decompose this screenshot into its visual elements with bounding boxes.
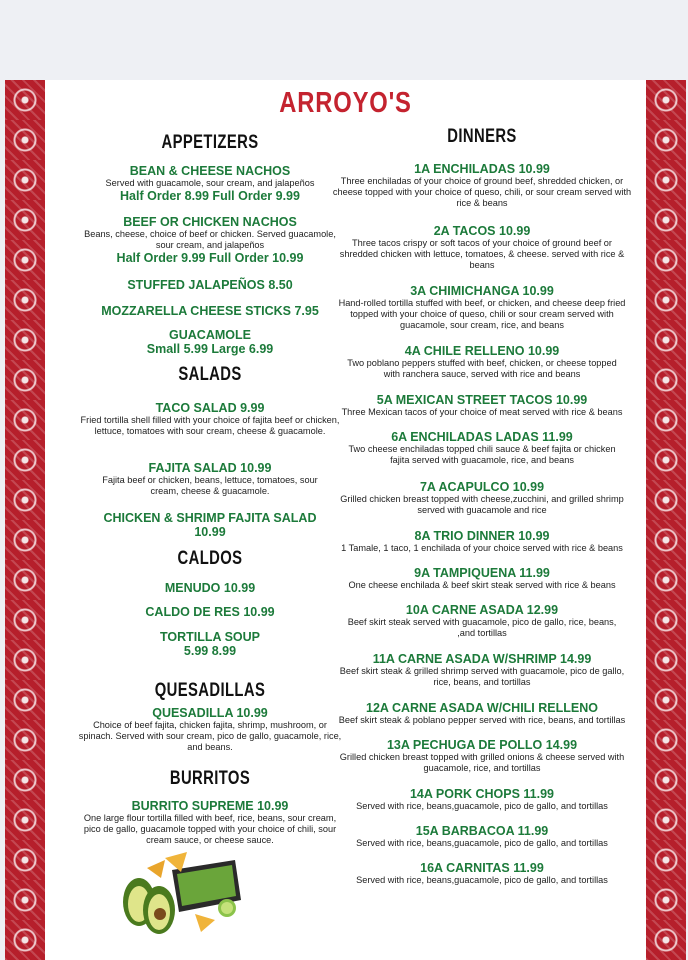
item-description: Beef skirt steak served with guacamole, pico de gallo, rice, beans, ,and tortillas <box>347 617 617 638</box>
tortilla-chip <box>147 860 165 878</box>
menu-item <box>327 224 637 271</box>
item-description: Beans, cheese, choice of beef or chicken. Served guacamole, sour cream, and jalapeños <box>84 229 336 250</box>
item-name: TACO SALAD 9.99 <box>155 401 265 415</box>
menu-item <box>327 480 637 516</box>
section-heading-appetizers: APPETIZERS <box>161 132 259 153</box>
item-name: 14A PORK CHOPS 11.99 <box>409 787 555 801</box>
item-name: BURRITO SUPREME 10.99 <box>131 799 289 813</box>
decorative-border-left <box>5 80 45 960</box>
item-description: 1 Tamale, 1 taco, 1 enchilada of your choice served with rice & beans <box>341 543 623 553</box>
item-name: STUFFED JALAPEÑOS 8.50 <box>127 278 293 292</box>
item-price: 10.99 <box>194 525 226 539</box>
menu-item <box>327 162 637 209</box>
item-description: Three Mexican tacos of your choice of meat served with rice & beans <box>341 407 623 417</box>
item-description: Grilled chicken breast topped with grilled onions & cheese served with guacamole, rice, and tortillas <box>339 752 625 773</box>
item-description: Fried tortilla shell filled with your choice of fajita beef or chicken, lettuce, tomatoes with sour cream, cheese & guacamole. <box>80 415 340 436</box>
item-name: 2A TACOS 10.99 <box>433 224 531 238</box>
item-name: 7A ACAPULCO 10.99 <box>419 480 545 494</box>
menu-item <box>65 511 355 539</box>
item-description: Served with rice, beans,guacamole, pico de gallo, and tortillas <box>356 838 608 848</box>
menu-item <box>65 164 355 203</box>
item-name: MOZZARELLA CHEESE STICKS 7.95 <box>101 304 319 318</box>
item-description: Served with rice, beans,guacamole, pico de gallo, and tortillas <box>356 875 608 885</box>
item-description: Served with guacamole, sour cream, and jalapeños <box>105 178 315 188</box>
item-name: BEEF OR CHICKEN NACHOS <box>123 215 297 229</box>
item-description: Choice of beef fajita, chicken fajita, shrimp, mushroom, or spinach. Served with sour cream, pico de gallo, guacamole, rice, and beans. <box>78 720 342 752</box>
item-name: 4A CHILE RELLENO 10.99 <box>404 344 560 358</box>
tortilla-chip <box>195 914 215 932</box>
item-name: GUACAMOLE <box>169 328 251 342</box>
menu-item <box>65 461 355 497</box>
menu-item <box>65 630 355 658</box>
menu-item <box>327 344 637 380</box>
menu-item <box>65 605 355 619</box>
item-name: 3A CHIMICHANGA 10.99 <box>410 284 554 298</box>
menu-item <box>65 328 355 356</box>
menu-item <box>327 566 637 591</box>
menu-item <box>65 581 355 595</box>
menu-item <box>65 706 355 753</box>
item-description: Hand-rolled tortilla stuffed with beef, or chicken, and cheese deep fried topped with your choice of queso, chili or sour cream served with guacamole, sour cream, rice, and beans <box>338 298 626 330</box>
dinners-column <box>327 80 637 960</box>
menu-item <box>65 215 355 265</box>
menu-item <box>327 861 637 886</box>
item-name: 9A TAMPIQUENA 11.99 <box>414 566 550 580</box>
item-name: 11A CARNE ASADA W/SHRIMP 14.99 <box>372 652 592 666</box>
menu-item <box>327 738 637 774</box>
item-name: QUESADILLA 10.99 <box>152 706 268 720</box>
left-column <box>65 80 355 960</box>
item-name: 10A CARNE ASADA 12.99 <box>405 603 559 617</box>
item-name: 8A TRIO DINNER 10.99 <box>414 529 550 543</box>
item-name: 1A ENCHILADAS 10.99 <box>414 162 550 176</box>
guacamole-chips-avocado-image <box>117 850 247 940</box>
restaurant-title: ARROYO'S <box>279 87 412 119</box>
item-name: BEAN & CHEESE NACHOS <box>129 164 291 178</box>
item-name: 5A MEXICAN STREET TACOS 10.99 <box>376 393 588 407</box>
menu-item <box>327 284 637 331</box>
item-name: MENUDO 10.99 <box>164 581 256 595</box>
item-name: 13A PECHUGA DE POLLO 14.99 <box>386 738 578 752</box>
item-description: Three enchiladas of your choice of ground beef, shredded chicken, or cheese topped with your choice of queso, chili, or sour cream served with rice & beans <box>332 176 632 208</box>
item-description: Beef skirt steak & poblano pepper served with rice, beans, and tortillas <box>338 715 626 725</box>
section-heading-quesadillas: QUESADILLAS <box>154 680 266 701</box>
item-description: Two poblano peppers stuffed with beef, chicken, or cheese topped with ranchera sauce, served with rice and beans <box>347 358 617 379</box>
item-price: Small 5.99 Large 6.99 <box>146 342 274 356</box>
menu-item <box>65 401 355 437</box>
menu-item <box>327 652 637 688</box>
item-description: Three tacos crispy or soft tacos of your choice of ground beef or shredded chicken with lettuce, tomatoes, & cheese. served with rice & beans <box>339 238 625 270</box>
menu-item <box>327 824 637 849</box>
section-heading-salads: SALADS <box>178 364 242 385</box>
item-name: 16A CARNITAS 11.99 <box>420 861 544 875</box>
menu-item <box>65 799 355 846</box>
item-description: Fajita beef or chicken, beans, lettuce, tomatoes, sour cream, cheese & guacamole. <box>102 475 318 496</box>
item-price: Half Order 8.99 Full Order 9.99 <box>120 189 300 203</box>
item-name: 6A ENCHILADAS LADAS 11.99 <box>391 430 573 444</box>
item-price: 5.99 8.99 <box>183 644 237 658</box>
section-heading-burritos: BURRITOS <box>169 768 251 789</box>
item-name: 12A CARNE ASADA W/CHILI RELLENO <box>366 701 598 715</box>
item-name: CALDO DE RES 10.99 <box>145 605 275 619</box>
item-name: FAJITA SALAD 10.99 <box>148 461 272 475</box>
item-description: One cheese enchilada & beef skirt steak served with rice & beans <box>348 580 616 590</box>
menu-item <box>327 603 637 639</box>
menu-item <box>327 701 637 726</box>
lime-flesh <box>221 902 233 914</box>
item-description: Beef skirt steak & grilled shrimp served with guacamole, pico de gallo, rice, beans, and tortillas <box>339 666 625 687</box>
item-description: Two cheese enchiladas topped chili sauce & beef fajita or chicken fajita served with guacamole, rice, and beans <box>348 444 616 465</box>
item-name: CHICKEN & SHRIMP FAJITA SALAD <box>103 511 317 525</box>
menu-item <box>327 787 637 812</box>
item-price: Half Order 9.99 Full Order 10.99 <box>116 251 304 265</box>
avocado-pit <box>154 908 166 920</box>
item-name: 15A BARBACOA 11.99 <box>415 824 549 838</box>
item-description: One large flour tortilla filled with beef, rice, beans, sour cream, pico de gallo, guacamole topped with your choice of chili, sour cream sauce, or cheese sauce. <box>83 813 337 845</box>
menu-item <box>327 430 637 466</box>
menu-item <box>327 393 637 418</box>
menu-item <box>65 304 355 318</box>
item-description: Served with rice, beans,guacamole, pico de gallo, and tortillas <box>356 801 608 811</box>
section-heading-dinners: DINNERS <box>447 126 517 147</box>
item-description: Grilled chicken breast topped with cheese,zucchini, and grilled shrimp served with guacamole and rice <box>340 494 624 515</box>
decorative-border-right <box>646 80 686 960</box>
menu-item <box>65 278 355 292</box>
menu-item <box>327 529 637 554</box>
section-heading-caldos: CALDOS <box>177 548 243 569</box>
item-name: TORTILLA SOUP <box>160 630 260 644</box>
menu-page <box>45 80 646 960</box>
